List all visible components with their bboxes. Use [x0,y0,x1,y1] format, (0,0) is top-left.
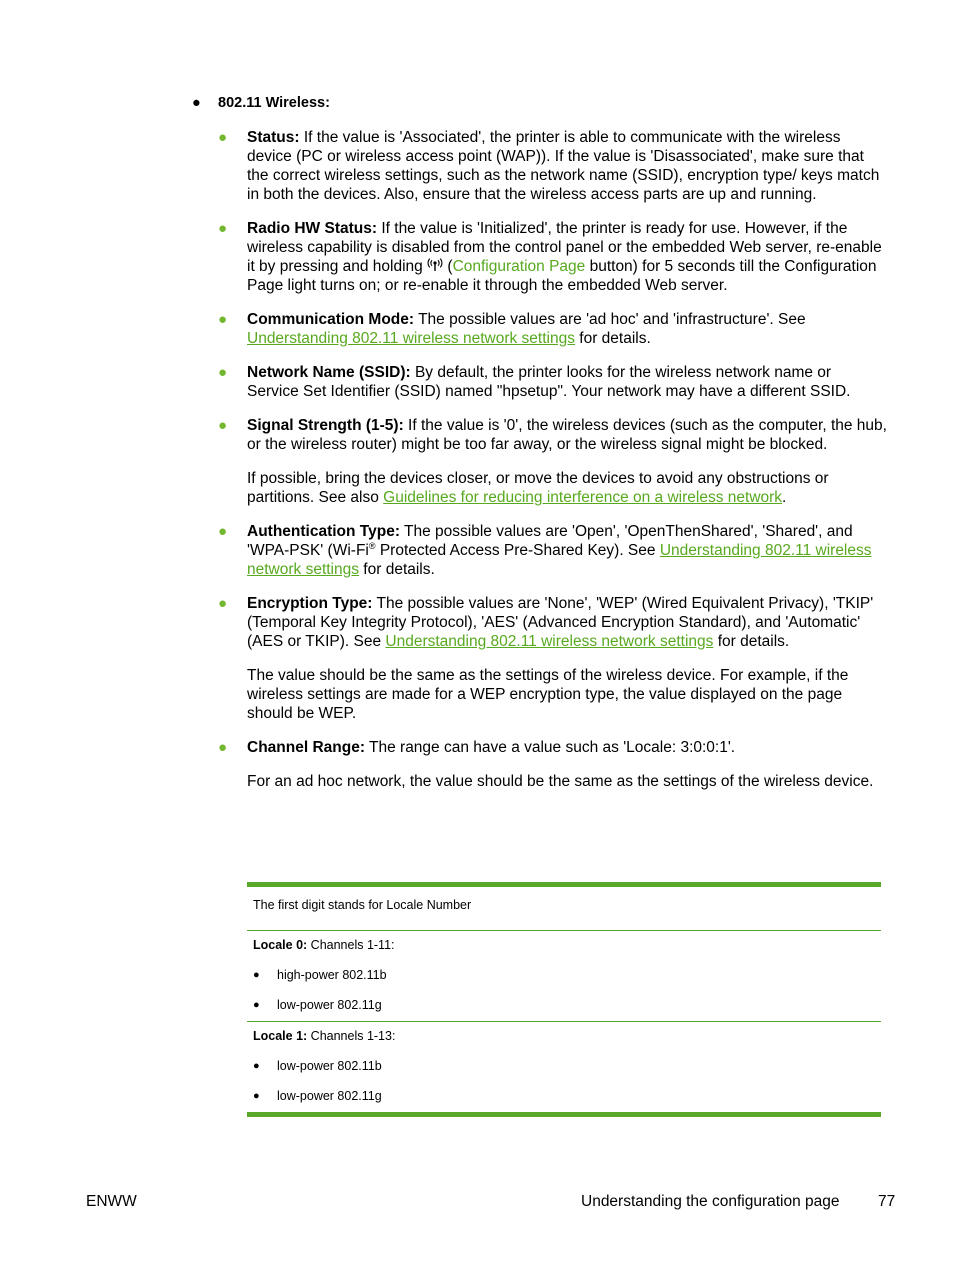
item-list [218,128,887,806]
locale-label: Locale 0: [253,938,308,952]
link-reducing-interference[interactable]: Guidelines for reducing interference on a wireless network [383,489,783,506]
item-label: Signal Strength (1-5): [247,417,404,434]
locale-channels: Channels 1-13: [307,1029,396,1043]
item-text: for details. [359,561,435,578]
configuration-page-button-name: Configuration Page [452,258,586,275]
item-label: Status: [247,129,300,146]
locale-0-title [247,931,881,961]
item-text: If the value is 'Associated', the printer is able to communicate with the wireless device (PC or wireless access point (WAP)). If the value is 'Disassociated', make sure that the correct wireless settings, such as the network name (SSID), encryption type/ keys match in both the devices. Also, ensure that the wireless access parts are up and running. [247,129,880,203]
table-bottom-rule [247,1112,881,1117]
item-text: for details. [574,330,651,347]
item-bullet: ● [218,129,228,146]
item-bullet: ● [218,364,228,381]
sub-item-text: low-power 802.11g [277,998,382,1012]
item-text: If the value is '0', the wireless devices (such as the computer, the hub, or the wireless router) might be too far away, or the wireless signal might be blocked. [247,417,887,453]
item-text: If possible, bring the devices closer, or move the devices to avoid any obstructions or partitions. See also [247,470,829,506]
item-label: Channel Range: [247,739,365,756]
item-text: If the value is 'Initialized', the printer is ready for use. However, if the wireless capability is disabled from the control panel or the embedded Web server, re-enable it by pressing and holding [247,220,882,275]
registered-mark: ® [368,540,376,551]
list-item-status [218,128,887,204]
table-header-text: The first digit stands for Locale Number [253,898,472,912]
list-item [247,961,881,991]
sub-bullet: ● [253,1060,260,1072]
item-bullet: ● [218,311,228,328]
locale-0-section [247,931,881,1022]
link-understanding-80211-settings[interactable]: Understanding 802.11 wireless network settings [247,330,575,347]
item-bullet: ● [218,523,228,540]
section-bullet: ● [192,95,201,111]
item-text: . [782,489,787,506]
list-item-channel-range [218,738,887,791]
item-bullet: ● [218,739,228,756]
item-text: button) for 5 seconds till the Configuration Page light turns on; or re-enable it through the embedded Web server. [247,258,877,294]
link-understanding-80211-settings[interactable]: Understanding 802.11 wireless network settings [247,542,872,578]
item-label: Authentication Type: [247,523,400,540]
locale-1-title [247,1022,881,1052]
list-item [247,1082,881,1112]
list-item-radio-hw-status [218,219,887,295]
item-bullet: ● [218,220,228,237]
section-title: 802.11 Wireless: [218,95,330,111]
sub-item-text: low-power 802.11b [277,1059,382,1073]
item-text: The possible values are 'None', 'WEP' (Wired Equivalent Privacy), 'TKIP' (Temporal Key Integrity Protocol), 'AES' (Advanced Encryption Standard), and 'Automatic' (AES or TKIP). See [247,595,874,650]
locale-label: Locale 1: [253,1029,308,1043]
link-understanding-80211-settings[interactable]: Understanding 802.11 wireless network settings [385,633,714,650]
item-text: for details. [713,633,790,650]
item-text: Protected Access Pre-Shared Key). See [375,542,660,559]
page-number: 77 [878,1193,896,1210]
locale-1-section [247,1022,881,1112]
item-label: Communication Mode: [247,311,415,328]
item-text: The value should be the same as the settings of the wireless device. For example, if the wireless settings are made for a WEP encryption type, the value displayed on the page should be WEP. [247,667,849,722]
sub-bullet: ● [253,999,260,1011]
footer-chapter-title: Understanding the configuration page [581,1193,840,1210]
list-item-authentication-type [218,522,887,579]
item-bullet: ● [218,417,228,434]
list-item [247,1052,881,1082]
item-label: Encryption Type: [247,595,373,612]
locale-channels: Channels 1-11: [307,938,395,952]
item-bullet: ● [218,595,228,612]
footer-edition: ENWW [86,1193,137,1210]
list-item [247,991,881,1021]
table-header-row [247,887,881,931]
item-label: Network Name (SSID): [247,364,411,381]
list-item-encryption-type [218,594,887,723]
item-text: The possible values are 'Open', 'OpenThenShared', 'Shared', and 'WPA-PSK' (Wi-Fi [247,523,853,559]
paren-open: ( [443,258,453,275]
item-text: For an ad hoc network, the value should be the same as the settings of the wireless device. [247,773,874,790]
item-text: The range can have a value such as 'Locale: 3:0:0:1'. [364,739,736,756]
sub-bullet: ● [253,1090,260,1102]
sub-item-text: low-power 802.11g [277,1089,382,1103]
list-item-network-name [218,363,887,401]
item-text: The possible values are 'ad hoc' and 'infrastructure'. See [414,311,806,328]
item-label: Radio HW Status: [247,220,378,237]
sub-item-text: high-power 802.11b [277,968,387,982]
wireless-icon [427,258,443,272]
list-item-signal-strength [218,416,887,507]
sub-bullet: ● [253,969,260,981]
item-text: By default, the printer looks for the wireless network name or Service Set Identifier (SSID) named "hpsetup". Your network may have a different SSID. [247,364,851,400]
list-item-communication-mode [218,310,887,348]
locale-note-table [247,882,881,1117]
